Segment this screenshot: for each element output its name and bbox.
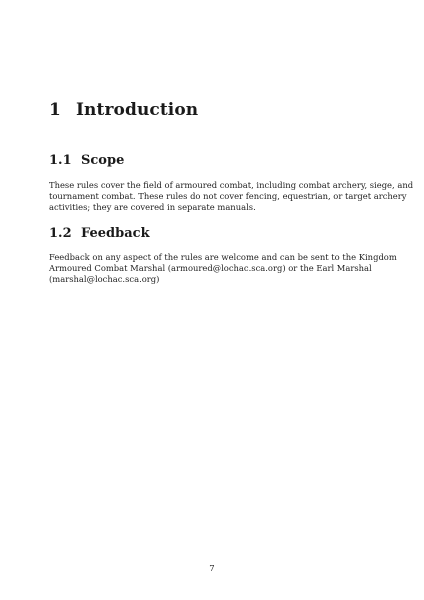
paragraph-line: Feedback on any aspect of the rules are welcome and can be sent to the Kingdom bbox=[49, 252, 397, 262]
section-number: 1.2 bbox=[49, 226, 72, 241]
page-number: 7 bbox=[209, 564, 215, 574]
section-heading-scope bbox=[49, 153, 124, 168]
section-number: 1.1 bbox=[49, 153, 72, 168]
paragraph-line: tournament combat. These rules do not cover fencing, equestrian, or target archery bbox=[49, 191, 407, 201]
chapter-number: 1 bbox=[49, 100, 61, 120]
chapter-title: Introduction bbox=[76, 100, 199, 120]
feedback-paragraph bbox=[49, 252, 397, 285]
section-heading-feedback bbox=[49, 226, 150, 241]
chapter-heading bbox=[49, 100, 198, 120]
paragraph-line: These rules cover the field of armoured combat, including combat archery, siege, and bbox=[49, 180, 414, 190]
paragraph-line: (marshal@lochac.sca.org) bbox=[49, 274, 160, 284]
section-title: Scope bbox=[81, 153, 125, 168]
scope-paragraph bbox=[49, 180, 414, 213]
paragraph-line: Armoured Combat Marshal (armoured@lochac.sca.org) or the Earl Marshal bbox=[49, 263, 372, 273]
paragraph-line: activities; they are covered in separate manuals. bbox=[49, 202, 256, 212]
section-title: Feedback bbox=[81, 226, 150, 241]
